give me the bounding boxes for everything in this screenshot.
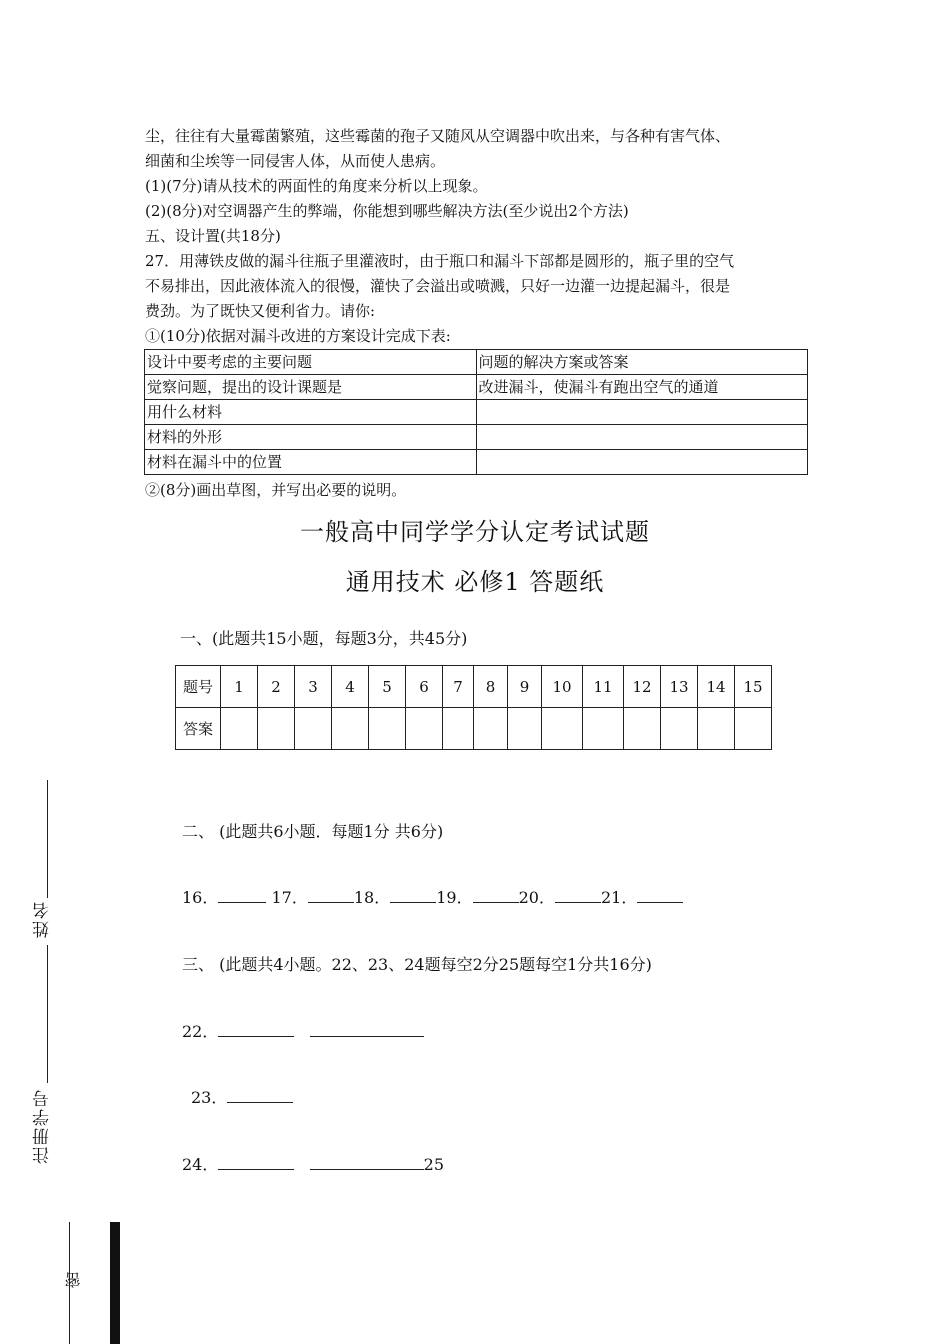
answer-grid (175, 665, 772, 750)
blank-line[interactable] (310, 1153, 424, 1170)
blank-line[interactable] (390, 886, 436, 903)
binding-bar (110, 1222, 120, 1344)
problem26-line2: 细菌和尘埃等一同侵害人体，从而使人患病。 (145, 152, 446, 170)
table-cell: 改进漏斗，使漏斗有跑出空气的通道 (476, 375, 808, 400)
blank-label: 25 (423, 1155, 444, 1174)
answer-cell[interactable] (476, 425, 808, 450)
table-row (145, 425, 808, 450)
question-24-25 (182, 1153, 444, 1177)
answer-box[interactable] (221, 708, 258, 750)
table-row (176, 708, 772, 750)
blank-label: 23． (191, 1088, 228, 1107)
design-table (144, 349, 808, 475)
blank-label: 17． (271, 888, 308, 907)
table-row (145, 450, 808, 475)
table-row (176, 666, 772, 708)
answer-box[interactable] (735, 708, 772, 750)
fill-blank-row (182, 886, 683, 910)
answer-box[interactable] (583, 708, 624, 750)
answer-box[interactable] (661, 708, 698, 750)
table-cell: 材料的外形 (145, 425, 477, 450)
question-number: 2 (258, 666, 295, 708)
blank-label: 22． (182, 1022, 219, 1041)
section3-heading: 三、 (此题共4小题。22、23、24题每空2分25题每空1分共16分) (182, 955, 652, 974)
section2-heading: 二、 (此题共6小题．每题1分 共6分) (182, 822, 444, 841)
blank-label: 18． (353, 888, 391, 907)
answer-cell[interactable] (476, 400, 808, 425)
blank-line[interactable] (555, 886, 601, 903)
question-number: 1 (221, 666, 258, 708)
question-22 (182, 1020, 424, 1044)
blank-line[interactable] (227, 1086, 293, 1103)
table-cell: 问题的解决方案或答案 (476, 350, 808, 375)
question-number: 7 (443, 666, 474, 708)
problem26-line1: 尘，往往有大量霉菌繁殖，这些霉菌的孢子又随风从空调器中吹出来，与各种有害气体、 (145, 127, 731, 145)
blank-label: 24． (182, 1155, 219, 1174)
question-number: 10 (542, 666, 583, 708)
table-cell: 材料在漏斗中的位置 (145, 450, 477, 475)
blank-line[interactable] (310, 1020, 424, 1037)
row-label: 答案 (176, 708, 221, 750)
blank-line[interactable] (218, 1020, 294, 1037)
margin-line (47, 780, 48, 898)
problem26-q1: (1)(7分)请从技术的两面性的角度来分析以上现象。 (145, 177, 488, 195)
table-cell: 觉察问题，提出的设计课题是 (145, 375, 477, 400)
table-cell: 用什么材料 (145, 400, 477, 425)
section5-heading: 五、设计置(共18分) (145, 227, 281, 245)
question-number: 8 (474, 666, 508, 708)
question-number: 12 (624, 666, 661, 708)
question-number: 4 (332, 666, 369, 708)
question-number: 14 (698, 666, 735, 708)
problem27-line3: 费劲。为了既快又便利省力。请你: (145, 302, 376, 320)
problem27-task1: ①(10分)依据对漏斗改进的方案设计完成下表: (145, 327, 451, 345)
answer-box[interactable] (443, 708, 474, 750)
blank-label: 16． (182, 888, 219, 907)
answer-box[interactable] (474, 708, 508, 750)
problem27-task2: ②(8分)画出草图，并写出必要的说明。 (145, 481, 407, 499)
answer-box[interactable] (698, 708, 735, 750)
name-label: 姓名 (33, 900, 53, 938)
answer-box[interactable] (295, 708, 332, 750)
problem27-line2: 不易排出，因此液体流入的很慢，灌快了会溢出或喷溅，只好一边灌一边提起漏斗，很是 (145, 277, 731, 295)
blank-label: 20． (518, 888, 555, 907)
section1-heading: 一、(此题共15小题，每题3分，共45分) (180, 629, 468, 648)
blank-line[interactable] (637, 886, 683, 903)
blank-line[interactable] (218, 886, 266, 903)
blank-label: 21． (600, 888, 638, 907)
margin-line (47, 945, 48, 1083)
blank-label: 19． (436, 888, 473, 907)
answer-box[interactable] (258, 708, 295, 750)
table-row (145, 375, 808, 400)
question-number: 6 (406, 666, 443, 708)
answer-cell[interactable] (476, 450, 808, 475)
problem26-q2: (2)(8分)对空调器产生的弊端，你能想到哪些解决方法(至少说出2个方法) (145, 202, 629, 220)
student-id-label: 注册学号 (33, 1088, 53, 1164)
blank-line[interactable] (218, 1153, 294, 1170)
answer-box[interactable] (624, 708, 661, 750)
answer-box[interactable] (406, 708, 443, 750)
question-number: 9 (508, 666, 542, 708)
blank-line[interactable] (308, 886, 354, 903)
answer-box[interactable] (542, 708, 583, 750)
answer-box[interactable] (369, 708, 406, 750)
table-cell: 设计中要考虑的主要问题 (145, 350, 477, 375)
question-number: 15 (735, 666, 772, 708)
table-row (145, 350, 808, 375)
answer-sheet-subtitle: 通用技术 必修1 答题纸 (345, 568, 605, 596)
answer-box[interactable] (332, 708, 369, 750)
question-23 (191, 1086, 293, 1110)
question-number: 13 (661, 666, 698, 708)
blank-line[interactable] (473, 886, 519, 903)
question-number: 11 (583, 666, 624, 708)
table-row (145, 400, 808, 425)
answer-sheet-title: 一般高中同学学分认定考试试题 (300, 518, 650, 546)
seal-label: 密 (64, 1270, 83, 1288)
row-label: 题号 (176, 666, 221, 708)
question-number: 3 (295, 666, 332, 708)
answer-box[interactable] (508, 708, 542, 750)
problem27-line1: 27．用薄铁皮做的漏斗往瓶子里灌液时，由于瓶口和漏斗下部都是圆形的，瓶子里的空气 (145, 252, 735, 270)
question-number: 5 (369, 666, 406, 708)
